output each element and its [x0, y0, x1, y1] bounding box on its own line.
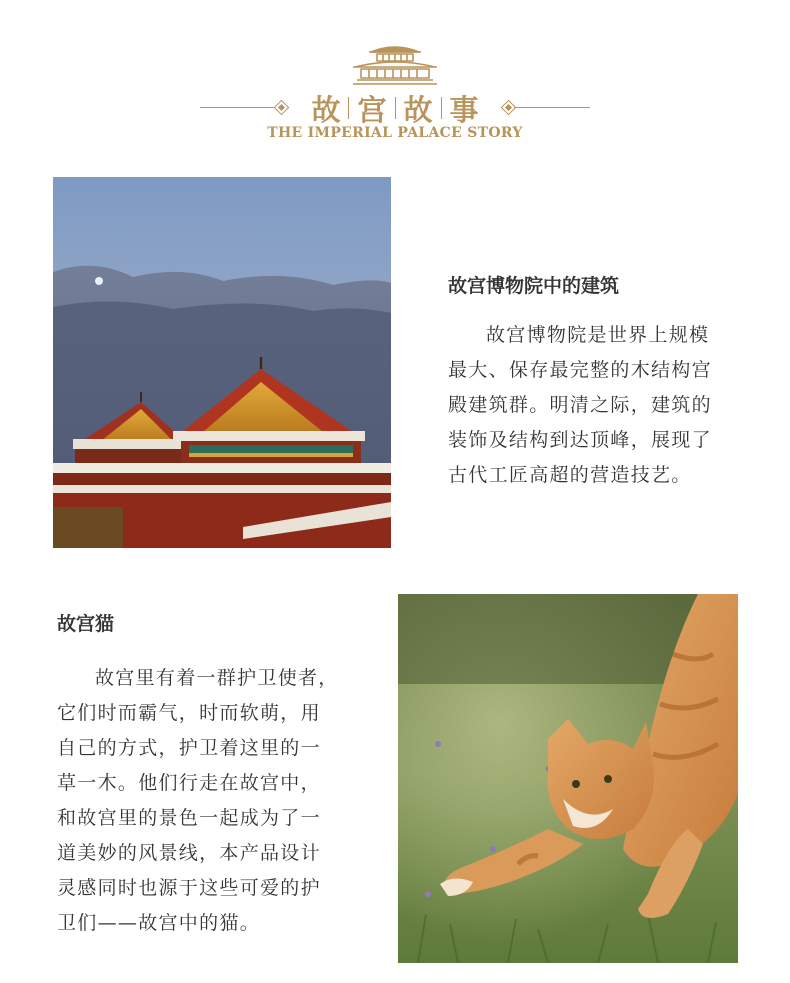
paragraph-line: 道美妙的风景线，本产品设计	[57, 842, 321, 864]
paragraph-line: 最大、保存最完整的木结构宫	[448, 359, 712, 381]
section-paragraph-architecture	[448, 318, 748, 493]
title-char: 故	[403, 92, 433, 127]
paragraph-line: 古代工匠高超的营造技艺。	[448, 464, 692, 486]
title-divider-right	[514, 107, 590, 108]
paragraph-line: 故宫里有着一群护卫使者，	[95, 667, 339, 689]
title-char: 事	[449, 92, 479, 127]
paragraph-line: 卫们——故宫中的猫。	[57, 912, 261, 934]
section-heading-architecture: 故宫博物院中的建筑	[448, 275, 620, 297]
title-char: 故	[311, 92, 341, 127]
paragraph-line: 自己的方式，护卫着这里的一	[57, 737, 321, 759]
page-title	[300, 88, 490, 128]
paragraph-line: 和故宫里的景色一起成为了一	[57, 807, 321, 829]
title-separator	[441, 97, 442, 119]
diamond-ornament-icon	[274, 100, 290, 116]
paragraph-line: 故宫博物院是世界上规模	[486, 324, 710, 346]
orange-cat-photo	[398, 594, 738, 963]
title-separator	[348, 97, 349, 119]
paragraph-line: 它们时而霸气，时而软萌，用	[57, 702, 321, 724]
palace-roof-photo	[53, 177, 391, 548]
section-heading-cats: 故宫猫	[57, 613, 115, 635]
palace-logo-icon	[349, 40, 441, 88]
paragraph-line: 殿建筑群。明清之际，建筑的	[448, 394, 712, 416]
title-separator	[395, 97, 396, 119]
title-divider-left	[200, 107, 278, 108]
paragraph-line: 灵感同时也源于这些可爱的护	[57, 877, 321, 899]
section-paragraph-cats	[57, 661, 357, 941]
title-char: 宫	[357, 92, 387, 127]
header-title-row	[0, 88, 790, 128]
paragraph-line: 草一木。他们行走在故宫中，	[57, 772, 321, 794]
paragraph-line: 装饰及结构到达顶峰，展现了	[448, 429, 712, 451]
page-subtitle: THE IMPERIAL PALACE STORY	[267, 125, 523, 141]
